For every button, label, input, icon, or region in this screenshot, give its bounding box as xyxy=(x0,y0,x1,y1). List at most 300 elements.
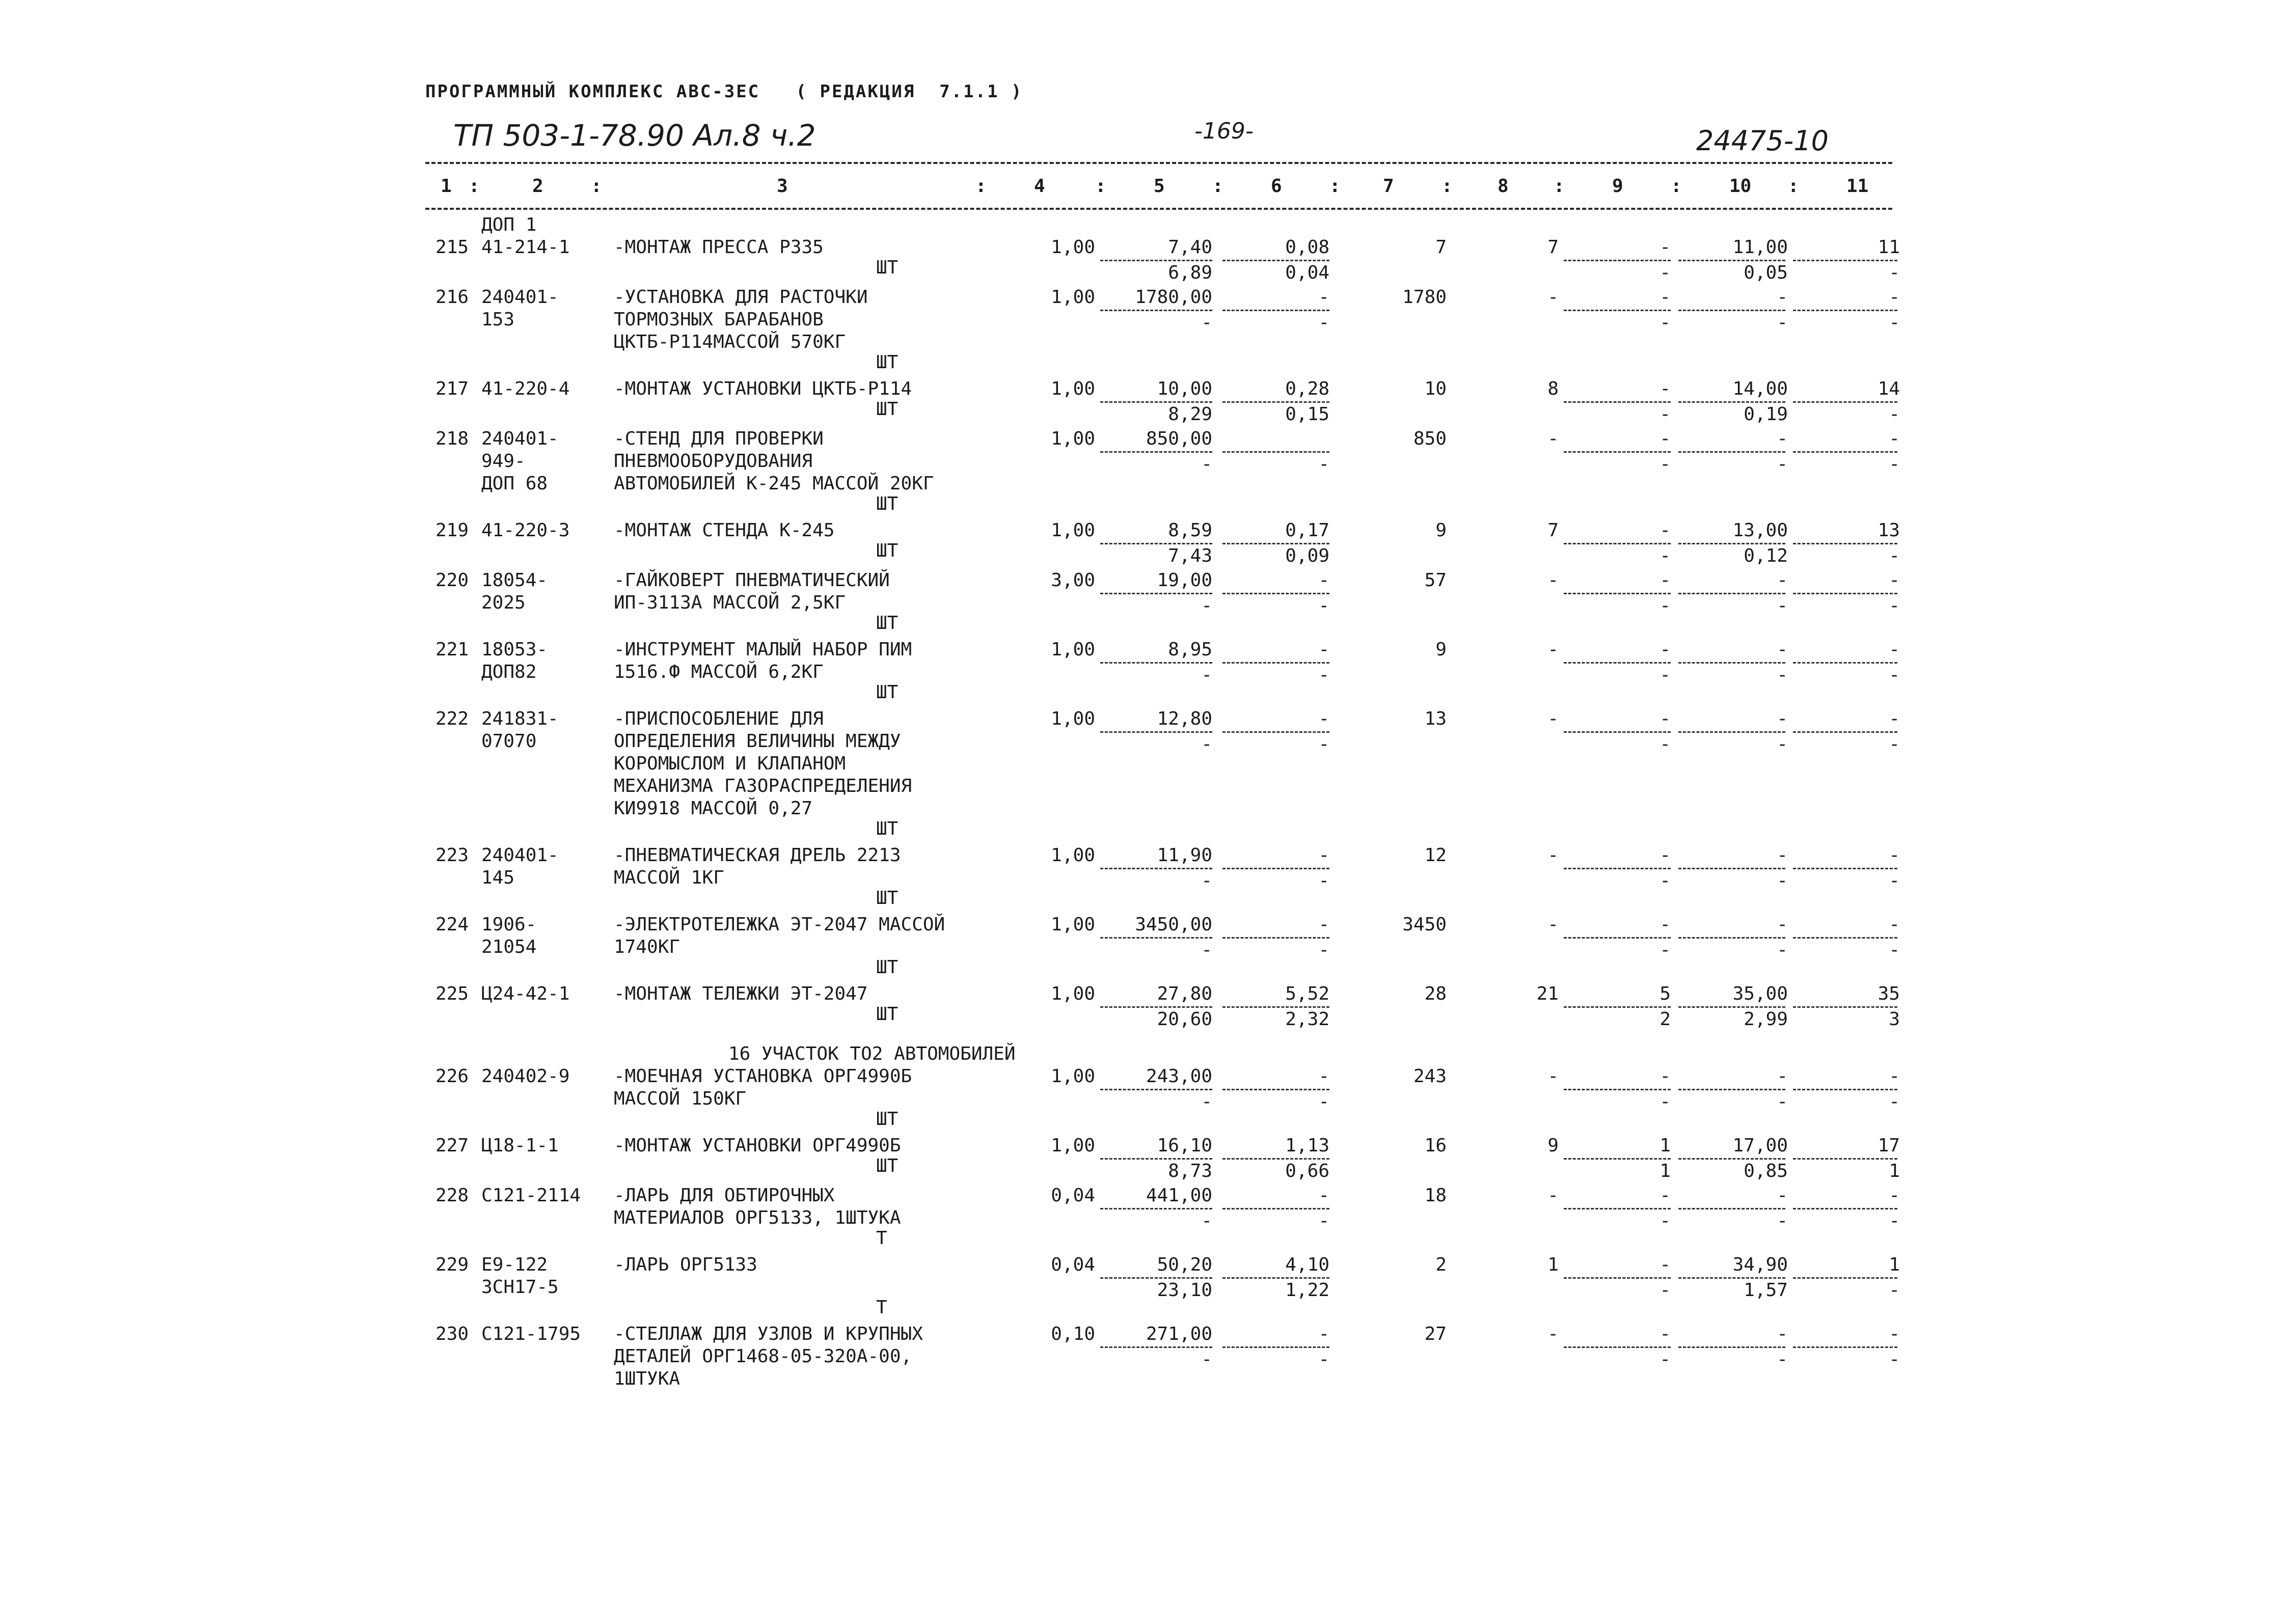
cell-c7: 10 xyxy=(1424,378,1447,399)
cell-rule xyxy=(1793,1089,1897,1090)
cell-qty: 1,00 xyxy=(1051,639,1095,660)
row-name: -ИНСТРУМЕНТ МАЛЫЙ НАБОР ПИМ xyxy=(614,639,912,660)
row-name: -МОНТАЖ СТЕНДА К-245 xyxy=(614,520,835,541)
cell-rule xyxy=(1222,1158,1329,1160)
row-name: ИП-3113А МАССОЙ 2,5КГ xyxy=(614,592,846,613)
cell-c5: 441,00 xyxy=(1146,1185,1212,1206)
cell-c10: 13,00 xyxy=(1732,520,1788,541)
row-code: 2025 xyxy=(481,592,526,613)
cell-rule xyxy=(1222,401,1329,403)
cell-c11: - xyxy=(1889,570,1900,591)
row-name: -МОНТАЖ УСТАНОВКИ ОРГ4990Б xyxy=(614,1135,901,1156)
column-separator: : xyxy=(591,176,602,197)
cell-rule xyxy=(1793,310,1897,311)
row-number: 223 xyxy=(436,845,469,866)
cell-s11: - xyxy=(1889,404,1900,425)
cell-c8: 1 xyxy=(1547,1254,1559,1275)
row-code: 949- xyxy=(481,451,526,472)
cell-c10: 34,90 xyxy=(1732,1254,1788,1275)
cell-rule xyxy=(1100,1208,1212,1209)
cell-s9: 1 xyxy=(1659,1161,1671,1181)
cell-s10: - xyxy=(1777,1210,1788,1231)
cell-c9: - xyxy=(1659,1254,1671,1275)
row-name: 1740КГ xyxy=(614,937,681,957)
cell-c10: 11,00 xyxy=(1732,237,1788,258)
row-name: ПНЕВМООБОРУДОВАНИЯ xyxy=(614,451,813,472)
row-name: КОРОМЫСЛОМ И КЛАПАНОМ xyxy=(614,753,846,774)
row-number: 219 xyxy=(436,520,469,541)
cell-rule xyxy=(1564,260,1671,261)
cell-c6: 0,08 xyxy=(1285,237,1329,258)
header-rule-top xyxy=(425,162,1892,164)
cell-s11: - xyxy=(1889,665,1900,685)
cell-rule xyxy=(1793,543,1897,544)
row-name: -МОНТАЖ ТЕЛЕЖКИ ЭТ-2047 xyxy=(614,983,868,1004)
cell-s5: - xyxy=(1201,734,1212,755)
cell-c8: - xyxy=(1547,287,1559,308)
row-code: 41-214-1 xyxy=(481,237,570,258)
cell-rule xyxy=(1564,868,1671,869)
cell-c8: - xyxy=(1547,1324,1559,1344)
row-code: ЗСН17-5 xyxy=(481,1277,559,1298)
cell-c7: 3450 xyxy=(1402,914,1447,935)
column-header-6: 6 xyxy=(1271,176,1282,197)
row-code: Ц18-1-1 xyxy=(481,1135,559,1156)
cell-s9: - xyxy=(1659,545,1671,566)
row-name: -МОНТАЖ УСТАНОВКИ ЦКТБ-Р114 xyxy=(614,378,912,399)
cell-c8: - xyxy=(1547,428,1559,449)
cell-c6: - xyxy=(1318,570,1329,591)
cell-s11: - xyxy=(1889,734,1900,755)
row-name: -ЛАРЬ ОРГ5133 xyxy=(614,1254,757,1275)
column-header-8: 8 xyxy=(1498,176,1509,197)
cell-s5: - xyxy=(1201,1091,1212,1112)
row-unit: Т xyxy=(876,1228,887,1249)
column-header-11: 11 xyxy=(1846,176,1869,197)
cell-s5: 23,10 xyxy=(1157,1280,1212,1301)
cell-c5: 271,00 xyxy=(1146,1324,1212,1344)
cell-c7: 28 xyxy=(1424,983,1447,1004)
cell-rule xyxy=(1564,310,1671,311)
cell-rule xyxy=(1222,1089,1329,1090)
row-name: -ГАЙКОВЕРТ ПНЕВМАТИЧЕСКИЙ xyxy=(614,570,890,591)
section-title: 16 УЧАСТОК ТО2 АВТОМОБИЛЕЙ xyxy=(728,1043,1016,1064)
cell-c11: 14 xyxy=(1877,378,1900,399)
cell-rule xyxy=(1100,593,1212,594)
row-code: 1906- xyxy=(481,914,537,935)
cell-s6: - xyxy=(1318,1349,1329,1370)
cell-rule xyxy=(1100,1006,1212,1008)
cell-s10: - xyxy=(1777,1349,1788,1370)
cell-rule xyxy=(1564,731,1671,733)
cell-qty: 1,00 xyxy=(1051,1135,1095,1156)
cell-s11: - xyxy=(1889,262,1900,283)
cell-c7: 243 xyxy=(1413,1066,1447,1087)
cell-rule xyxy=(1678,1089,1785,1090)
row-name: АВТОМОБИЛЕЙ К-245 МАССОЙ 20КГ xyxy=(614,473,934,494)
cell-s11: - xyxy=(1889,870,1900,891)
cell-c6: - xyxy=(1318,639,1329,660)
cell-c8: - xyxy=(1547,708,1559,729)
row-code: 41-220-3 xyxy=(481,520,570,541)
cell-rule xyxy=(1793,401,1897,403)
cell-s6: - xyxy=(1318,454,1329,475)
cell-rule xyxy=(1564,662,1671,664)
row-number: 229 xyxy=(436,1254,469,1275)
cell-c7: 27 xyxy=(1424,1324,1447,1344)
cell-rule xyxy=(1793,593,1897,594)
cell-rule xyxy=(1222,1277,1329,1279)
cell-rule xyxy=(1793,662,1897,664)
cell-qty: 1,00 xyxy=(1051,1066,1095,1087)
cell-rule xyxy=(1100,543,1212,544)
cell-rule xyxy=(1564,543,1671,544)
row-code: 241831- xyxy=(481,708,559,729)
cell-s9: - xyxy=(1659,1280,1671,1301)
cell-rule xyxy=(1678,1277,1785,1279)
cell-rule xyxy=(1678,593,1785,594)
cell-c10: - xyxy=(1777,570,1788,591)
cell-s5: - xyxy=(1201,1349,1212,1370)
row-code: ДОП82 xyxy=(481,662,537,682)
cell-c5: 8,59 xyxy=(1168,520,1212,541)
cell-c10: - xyxy=(1777,428,1788,449)
cell-s10: - xyxy=(1777,870,1788,891)
cell-rule xyxy=(1793,1208,1897,1209)
cell-qty: 1,00 xyxy=(1051,378,1095,399)
row-name: -ЛАРЬ ДЛЯ ОБТИРОЧНЫХ xyxy=(614,1185,835,1206)
cell-s9: - xyxy=(1659,595,1671,616)
cell-c5: 850,00 xyxy=(1146,428,1212,449)
column-header-7: 7 xyxy=(1383,176,1394,197)
row-number: 220 xyxy=(436,570,469,591)
row-name: -СТЕНД ДЛЯ ПРОВЕРКИ xyxy=(614,428,824,449)
cell-qty: 0,04 xyxy=(1051,1254,1095,1275)
row-name: ОПРЕДЕЛЕНИЯ ВЕЛИЧИНЫ МЕЖДУ xyxy=(614,731,901,752)
cell-s11: - xyxy=(1889,545,1900,566)
cell-s5: - xyxy=(1201,1210,1212,1231)
cell-c9: - xyxy=(1659,237,1671,258)
cell-c10: - xyxy=(1777,845,1788,866)
cell-rule xyxy=(1564,1277,1671,1279)
row-number: 217 xyxy=(436,378,469,399)
cell-c8: 9 xyxy=(1547,1135,1559,1156)
row-unit: ШТ xyxy=(876,540,899,561)
row-code: Е9-122 xyxy=(481,1254,548,1275)
cell-c5: 50,20 xyxy=(1157,1254,1212,1275)
row-unit: ШТ xyxy=(876,1004,899,1025)
cell-c7: 9 xyxy=(1435,520,1447,541)
column-separator: : xyxy=(1671,176,1682,197)
cell-c7: 16 xyxy=(1424,1135,1447,1156)
row-unit: ШТ xyxy=(876,257,899,278)
document-title: ТП 503-1-78.90 Ал.8 ч.2 xyxy=(453,118,816,153)
cell-c9: - xyxy=(1659,1185,1671,1206)
cell-c10: - xyxy=(1777,708,1788,729)
row-unit: ШТ xyxy=(876,613,899,634)
cell-qty: 0,04 xyxy=(1051,1185,1095,1206)
cell-s9: - xyxy=(1659,665,1671,685)
cell-rule xyxy=(1222,937,1329,939)
cell-qty: 1,00 xyxy=(1051,287,1095,308)
cell-rule xyxy=(1793,731,1897,733)
cell-c7: 57 xyxy=(1424,570,1447,591)
cell-rule xyxy=(1100,1089,1212,1090)
cell-rule xyxy=(1564,1208,1671,1209)
cell-s9: - xyxy=(1659,734,1671,755)
cell-rule xyxy=(1100,401,1212,403)
cell-c6: 1,13 xyxy=(1285,1135,1329,1156)
cell-c6: 0,28 xyxy=(1285,378,1329,399)
cell-rule xyxy=(1564,593,1671,594)
cell-rule xyxy=(1222,868,1329,869)
cell-qty: 0,10 xyxy=(1051,1324,1095,1344)
cell-c10: - xyxy=(1777,1185,1788,1206)
cell-c7: 12 xyxy=(1424,845,1447,866)
row-name: МАССОЙ 1КГ xyxy=(614,867,724,888)
column-header-1: 1 xyxy=(441,176,452,197)
cell-c11: - xyxy=(1889,1185,1900,1206)
cell-c11: - xyxy=(1889,1324,1900,1344)
cell-s10: 0,12 xyxy=(1744,545,1788,566)
cell-c9: 5 xyxy=(1659,983,1671,1004)
cell-rule xyxy=(1100,731,1212,733)
cell-rule xyxy=(1564,1006,1671,1008)
cell-c11: - xyxy=(1889,428,1900,449)
cell-s6: - xyxy=(1318,870,1329,891)
row-unit: ШТ xyxy=(876,957,899,978)
cell-s9: - xyxy=(1659,262,1671,283)
cell-s6: - xyxy=(1318,665,1329,685)
row-name: -ПНЕВМАТИЧЕСКАЯ ДРЕЛЬ 2213 xyxy=(614,845,901,866)
cell-c5: 16,10 xyxy=(1157,1135,1212,1156)
row-name: КИ9918 МАССОЙ 0,27 xyxy=(614,798,813,819)
cell-c11: - xyxy=(1889,287,1900,308)
cell-c6: 4,10 xyxy=(1285,1254,1329,1275)
cell-s11: 1 xyxy=(1889,1161,1900,1181)
cell-c8: 8 xyxy=(1547,378,1559,399)
cell-rule xyxy=(1564,1089,1671,1090)
cell-rule xyxy=(1100,310,1212,311)
cell-qty: 3,00 xyxy=(1051,570,1095,591)
cell-rule xyxy=(1222,260,1329,261)
cell-rule xyxy=(1678,310,1785,311)
row-unit: ШТ xyxy=(876,888,899,909)
cell-c7: 850 xyxy=(1413,428,1447,449)
cell-s10: - xyxy=(1777,665,1788,685)
row-number: 227 xyxy=(436,1135,469,1156)
cell-rule xyxy=(1100,451,1212,453)
cell-qty: 1,00 xyxy=(1051,983,1095,1004)
cell-s5: - xyxy=(1201,870,1212,891)
cell-s10: - xyxy=(1777,1091,1788,1112)
cell-rule xyxy=(1678,260,1785,261)
column-header-4: 4 xyxy=(1034,176,1045,197)
cell-c11: 13 xyxy=(1877,520,1900,541)
cell-s6: 0,15 xyxy=(1285,404,1329,425)
row-name: ЦКТБ-Р114МАССОЙ 570КГ xyxy=(614,332,846,352)
cell-s5: - xyxy=(1201,940,1212,960)
cell-s6: - xyxy=(1318,1091,1329,1112)
cell-s11: - xyxy=(1889,1280,1900,1301)
row-code: 18053- xyxy=(481,639,548,660)
cell-rule xyxy=(1678,937,1785,939)
cell-c6: - xyxy=(1318,1066,1329,1087)
cell-s9: - xyxy=(1659,940,1671,960)
cell-rule xyxy=(1100,1277,1212,1279)
cell-rule xyxy=(1793,1277,1897,1279)
cell-rule xyxy=(1678,1346,1785,1348)
row-number: 222 xyxy=(436,708,469,729)
cell-rule xyxy=(1222,451,1329,453)
cell-qty: 1,00 xyxy=(1051,520,1095,541)
cell-s10: 2,99 xyxy=(1744,1009,1788,1030)
cell-s10: - xyxy=(1777,734,1788,755)
cell-c6: - xyxy=(1318,287,1329,308)
cell-rule xyxy=(1100,868,1212,869)
cell-c10: - xyxy=(1777,1324,1788,1344)
cell-c8: - xyxy=(1547,639,1559,660)
cell-qty: 1,00 xyxy=(1051,428,1095,449)
cell-c8: 7 xyxy=(1547,520,1559,541)
row-number: 218 xyxy=(436,428,469,449)
cell-c6: - xyxy=(1318,845,1329,866)
cell-rule xyxy=(1100,1158,1212,1160)
column-separator: : xyxy=(1788,176,1799,197)
cell-rule xyxy=(1678,1208,1785,1209)
row-number: 225 xyxy=(436,983,469,1004)
cell-c10: - xyxy=(1777,287,1788,308)
cell-s6: - xyxy=(1318,312,1329,333)
column-separator: : xyxy=(1441,176,1453,197)
cell-c7: 13 xyxy=(1424,708,1447,729)
column-header-3: 3 xyxy=(777,176,788,197)
header-rule-bottom xyxy=(425,208,1892,210)
cell-c5: 3450,00 xyxy=(1135,914,1212,935)
cell-c9: - xyxy=(1659,520,1671,541)
cell-s11: - xyxy=(1889,1349,1900,1370)
row-name: МАТЕРИАЛОВ ОРГ5133, 1ШТУКА xyxy=(614,1207,901,1228)
cell-c8: 7 xyxy=(1547,237,1559,258)
column-header-2: 2 xyxy=(532,176,543,197)
cell-rule xyxy=(1564,1346,1671,1348)
cell-c5: 243,00 xyxy=(1146,1066,1212,1087)
cell-c11: - xyxy=(1889,845,1900,866)
cell-c9: - xyxy=(1659,845,1671,866)
cell-s10: - xyxy=(1777,312,1788,333)
cell-c10: - xyxy=(1777,639,1788,660)
cell-c5: 1780,00 xyxy=(1135,287,1212,308)
row-name: МЕХАНИЗМА ГАЗОРАСПРЕДЕЛЕНИЯ xyxy=(614,776,912,796)
cell-s11: - xyxy=(1889,454,1900,475)
row-code: 145 xyxy=(481,867,515,888)
column-separator: : xyxy=(1329,176,1341,197)
cell-s6: 0,04 xyxy=(1285,262,1329,283)
cell-rule xyxy=(1222,593,1329,594)
cell-c6: 5,52 xyxy=(1285,983,1329,1004)
cell-rule xyxy=(1678,1006,1785,1008)
cell-rule xyxy=(1793,1006,1897,1008)
cell-rule xyxy=(1793,260,1897,261)
row-code: 240401- xyxy=(481,845,559,866)
cell-c5: 10,00 xyxy=(1157,378,1212,399)
cell-qty: 1,00 xyxy=(1051,708,1095,729)
cell-c9: - xyxy=(1659,570,1671,591)
cell-s5: 8,29 xyxy=(1168,404,1212,425)
cell-qty: 1,00 xyxy=(1051,845,1095,866)
cell-c9: - xyxy=(1659,1324,1671,1344)
cell-s10: 0,05 xyxy=(1744,262,1788,283)
cell-s9: - xyxy=(1659,1091,1671,1112)
cell-s6: - xyxy=(1318,940,1329,960)
cell-rule xyxy=(1100,662,1212,664)
cell-s11: - xyxy=(1889,312,1900,333)
cell-rule xyxy=(1564,451,1671,453)
cell-c8: - xyxy=(1547,1185,1559,1206)
row-name: -МОНТАЖ ПРЕССА Р335 xyxy=(614,237,824,258)
row-unit: ШТ xyxy=(876,818,899,839)
cell-rule xyxy=(1222,731,1329,733)
cell-s10: - xyxy=(1777,454,1788,475)
cell-s10: 0,85 xyxy=(1744,1161,1788,1181)
row-unit: ШТ xyxy=(876,682,899,703)
cell-rule xyxy=(1100,1346,1212,1348)
cell-s6: 0,09 xyxy=(1285,545,1329,566)
cell-c7: 7 xyxy=(1435,237,1447,258)
cell-s9: - xyxy=(1659,1210,1671,1231)
cell-s5: 7,43 xyxy=(1168,545,1212,566)
cell-qty: 1,00 xyxy=(1051,914,1095,935)
cell-c11: - xyxy=(1889,1066,1900,1087)
row-code: 240401- xyxy=(481,428,559,449)
row-code: С121-1795 xyxy=(481,1324,581,1344)
cell-c5: 11,90 xyxy=(1157,845,1212,866)
cell-c9: - xyxy=(1659,378,1671,399)
cell-c11: - xyxy=(1889,914,1900,935)
cell-rule xyxy=(1222,1006,1329,1008)
cell-rule xyxy=(1678,1158,1785,1160)
cell-s6: 0,66 xyxy=(1285,1161,1329,1181)
cell-rule xyxy=(1793,1346,1897,1348)
program-header: ПРОГРАММНЫЙ КОМПЛЕКС АВС-3ЕС ( РЕДАКЦИЯ 7.1.1 ) xyxy=(425,81,1023,102)
row-number: 228 xyxy=(436,1185,469,1206)
cell-c11: - xyxy=(1889,639,1900,660)
cell-rule xyxy=(1678,731,1785,733)
cell-s10: 0,19 xyxy=(1744,404,1788,425)
cell-c6: - xyxy=(1318,1185,1329,1206)
row-number: 216 xyxy=(436,287,469,308)
cell-rule xyxy=(1222,1208,1329,1209)
cell-s9: 2 xyxy=(1659,1009,1671,1030)
row-unit: Т xyxy=(876,1297,887,1318)
cell-s11: - xyxy=(1889,1210,1900,1231)
row-name: -ПРИСПОСОБЛЕНИЕ ДЛЯ xyxy=(614,708,824,729)
cell-c9: 1 xyxy=(1659,1135,1671,1156)
cell-c10: - xyxy=(1777,914,1788,935)
cell-c5: 8,95 xyxy=(1168,639,1212,660)
column-separator: : xyxy=(1212,176,1223,197)
row-code: ДОП 1 xyxy=(481,214,537,235)
cell-s5: 6,89 xyxy=(1168,262,1212,283)
cell-rule xyxy=(1222,543,1329,544)
cell-c7: 9 xyxy=(1435,639,1447,660)
cell-s11: - xyxy=(1889,595,1900,616)
cell-rule xyxy=(1678,401,1785,403)
cell-c5: 19,00 xyxy=(1157,570,1212,591)
row-name: МАССОЙ 150КГ xyxy=(614,1088,747,1109)
cell-c6: 0,17 xyxy=(1285,520,1329,541)
cell-qty: 1,00 xyxy=(1051,237,1095,258)
